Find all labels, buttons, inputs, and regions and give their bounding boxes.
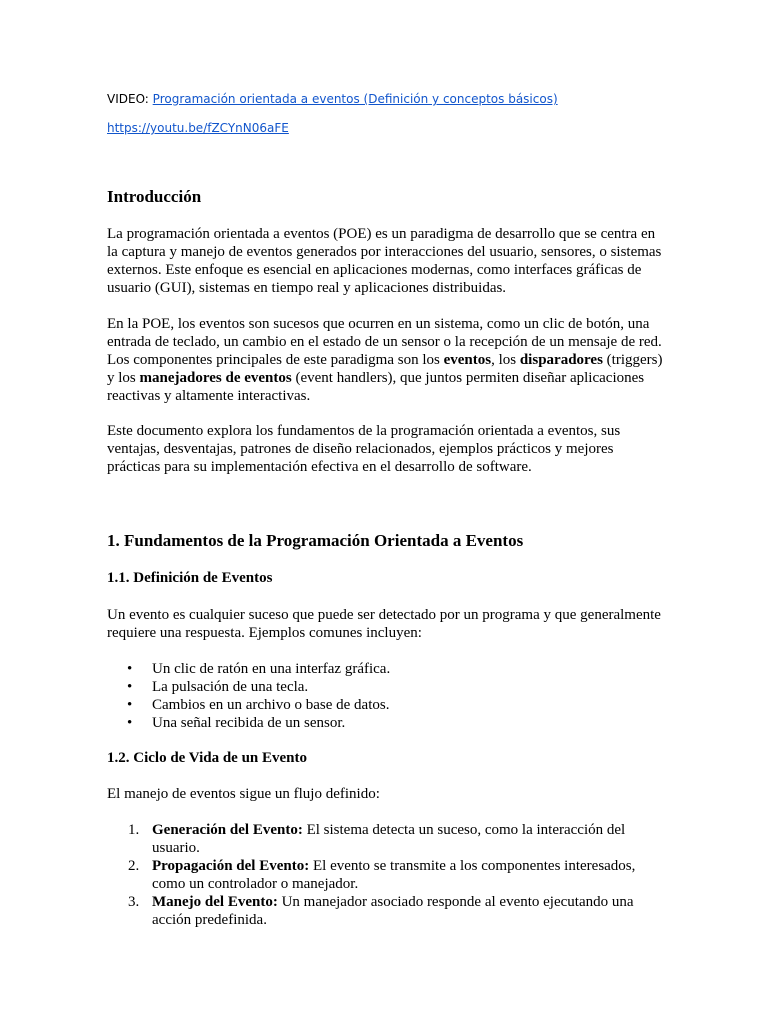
list-item-text: Cambios en un archivo o base de datos. xyxy=(152,697,390,713)
list-item xyxy=(107,714,663,732)
step-number: 3. xyxy=(128,894,140,910)
intro-p2-text-2: , los xyxy=(491,352,520,368)
list-item-text: La pulsación de una tecla. xyxy=(152,679,309,695)
intro-paragraph-2 xyxy=(107,315,663,405)
event-examples-list xyxy=(107,660,663,732)
event-lifecycle-paragraph: El manejo de eventos sigue un flujo definido: xyxy=(107,786,380,802)
section-1-heading: 1. Fundamentos de la Programación Orientada a Eventos xyxy=(107,531,524,550)
url-line xyxy=(107,121,289,135)
bullet-marker: • xyxy=(127,715,133,731)
list-item xyxy=(107,660,663,678)
step-text: El evento se transmite a los componentes interesados, como un controlador o manejador. xyxy=(152,858,636,892)
subsection-1-2-heading: 1.2. Ciclo de Vida de un Evento xyxy=(107,750,308,766)
video-prefix: VIDEO: xyxy=(107,92,153,106)
term-disparadores: disparadores xyxy=(519,352,603,368)
subsection-1-1-heading: 1.1. Definición de Eventos xyxy=(107,570,273,586)
intro-paragraph-1: La programación orientada a eventos (POE) es un paradigma de desarrollo que se centra en la captura y manejo de eventos generados por interacciones del usuario, sensores, o sistemas externos. Este enfoque es esencial en aplicaciones modernas, como interfaces gráficas de usuario (GUI), sistemas en tiempo real y aplicaciones distribuidas. xyxy=(107,226,662,296)
bullet-marker: • xyxy=(127,679,133,695)
list-item xyxy=(107,678,663,696)
list-item-text: Una señal recibida de un sensor. xyxy=(152,715,346,731)
list-item xyxy=(107,857,663,893)
step-text: Un manejador asociado responde al evento ejecutando una acción predefinida. xyxy=(152,894,634,928)
intro-p2-text-4: (event handlers), que juntos permiten diseñar aplicaciones reactivas y altamente interactivas. xyxy=(107,370,645,404)
term-eventos: eventos xyxy=(443,352,492,368)
list-item-text: Un clic de ratón en una interfaz gráfica. xyxy=(152,661,391,677)
step-number: 1. xyxy=(128,822,140,838)
step-number: 2. xyxy=(128,858,140,874)
step-title: Propagación del Evento: xyxy=(152,858,310,874)
list-item xyxy=(107,821,663,857)
list-item xyxy=(107,893,663,929)
bullet-marker: • xyxy=(127,661,133,677)
bullet-marker: • xyxy=(127,697,133,713)
video-url-link[interactable]: https://youtu.be/fZCYnN06aFE xyxy=(107,121,289,135)
intro-heading: Introducción xyxy=(107,187,202,206)
intro-p2-text-1: En la POE, los eventos son sucesos que ocurren en un sistema, como un clic de botón, una entrada de teclado, un cambio en el estado de un sensor o la recepción de un mensaje de red. Los componentes principales de este paradigma son los xyxy=(107,316,662,368)
step-text: El sistema detecta un suceso, como la interacción del usuario. xyxy=(152,822,626,856)
intro-p2-text-3: (triggers) y los xyxy=(107,352,663,386)
events-definition-paragraph: Un evento es cualquier suceso que puede ser detectado por un programa y que generalmente requiere una respuesta. Ejemplos comunes incluyen: xyxy=(107,607,661,641)
video-title-link[interactable]: Programación orientada a eventos (Definición y conceptos básicos) xyxy=(152,92,558,106)
step-title: Generación del Evento: xyxy=(152,822,303,838)
list-item xyxy=(107,696,663,714)
intro-paragraph-3: Este documento explora los fundamentos de la programación orientada a eventos, sus ventajas, desventajas, patrones de diseño relacionados, ejemplos prácticos y mejores prácticas para su implementación efectiva en el desarrollo de software. xyxy=(107,423,621,475)
video-line xyxy=(107,92,558,106)
step-title: Manejo del Evento: xyxy=(152,894,278,910)
term-manejadores: manejadores de eventos xyxy=(139,370,292,386)
event-lifecycle-steps xyxy=(107,821,663,929)
